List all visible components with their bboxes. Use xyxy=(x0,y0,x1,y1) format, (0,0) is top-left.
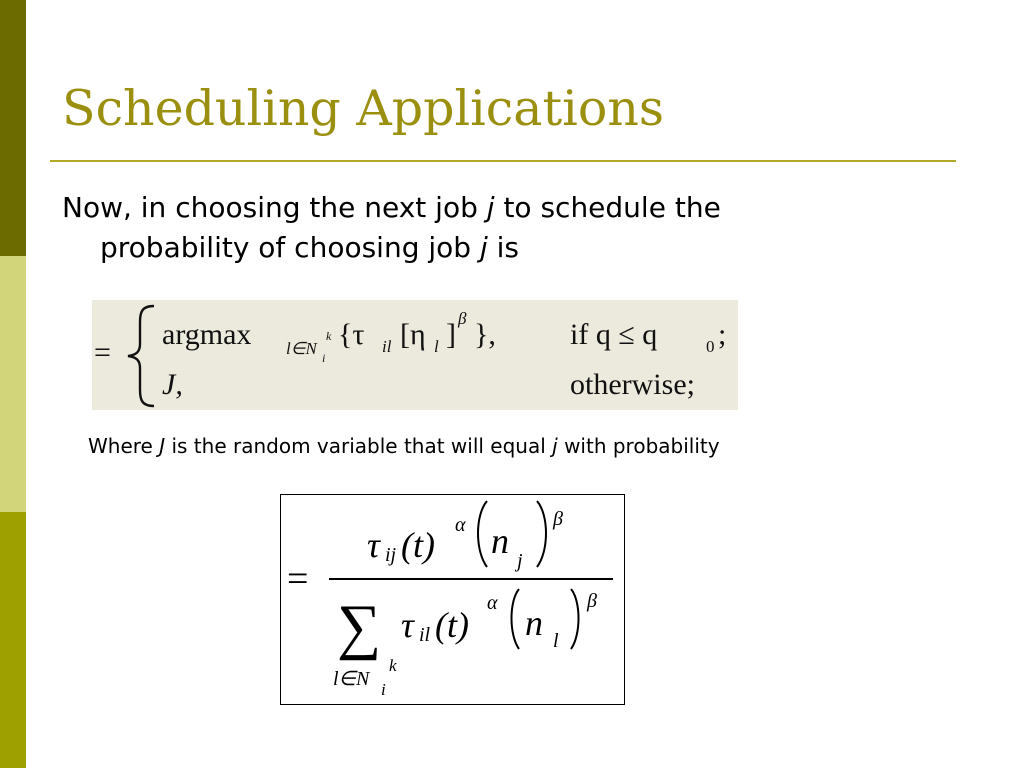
probability-formula-box xyxy=(280,494,625,705)
den-left-paren xyxy=(512,589,520,649)
var-J: J xyxy=(159,434,166,458)
body-paragraph xyxy=(62,188,922,268)
num-n: n xyxy=(491,521,509,561)
case1-il: il xyxy=(382,337,392,356)
case1-condition-end: ; xyxy=(718,318,727,351)
body-text-part: probability of choosing job xyxy=(100,231,480,264)
den-il: il xyxy=(419,624,431,646)
den-beta: β xyxy=(587,590,597,612)
side-strip-middle xyxy=(0,256,26,512)
case1-beta: β xyxy=(458,309,467,328)
side-strip-bottom xyxy=(0,512,26,768)
sum-subscript-i: i xyxy=(381,680,386,699)
where-part: Where xyxy=(88,434,160,458)
num-alpha: α xyxy=(455,514,466,536)
where-part: with probability xyxy=(557,434,720,458)
body-text-part: Now, in choosing the next job xyxy=(62,191,487,224)
where-part: is the random variable that will equal xyxy=(165,434,553,458)
sum-subscript: l∈N xyxy=(333,668,370,690)
left-brace xyxy=(128,306,154,406)
case1-condition: if q ≤ q xyxy=(570,318,658,351)
case1-subscript-i: i xyxy=(322,351,326,365)
den-l: l xyxy=(553,630,559,652)
sum-sign: ∑ xyxy=(337,593,382,661)
var-j: j xyxy=(552,434,558,458)
case1-subscript: l∈N xyxy=(286,339,317,358)
formula-equals: = xyxy=(287,558,309,600)
sum-superscript-k: k xyxy=(389,656,397,675)
case1-tau: {τ xyxy=(338,318,365,351)
slide-title: Scheduling Applications xyxy=(62,80,665,137)
body-text-part: to schedule the xyxy=(494,191,721,224)
side-strip-top xyxy=(0,0,26,256)
num-right-paren xyxy=(537,501,546,567)
den-alpha: α xyxy=(487,592,498,614)
case1-l: l xyxy=(434,337,439,356)
title-divider xyxy=(50,160,956,162)
num-beta: β xyxy=(553,508,563,530)
case2-J: J, xyxy=(162,368,183,401)
case1-argmax: argmax xyxy=(162,318,252,351)
case1-eta: [η xyxy=(400,318,426,351)
case1-condition-sub: 0 xyxy=(706,337,715,356)
where-sentence xyxy=(88,434,720,458)
piecewise-equation-image xyxy=(92,300,738,410)
case1-close: }, xyxy=(474,318,496,351)
var-j: j xyxy=(486,191,495,224)
case2-otherwise: otherwise; xyxy=(570,368,695,401)
den-t: (t) xyxy=(435,605,469,645)
num-tau: τ xyxy=(367,525,380,565)
var-j: j xyxy=(479,231,488,264)
body-text-part: is xyxy=(487,231,520,264)
body-line-2 xyxy=(62,228,922,268)
case1-close-bracket: ] xyxy=(446,318,456,351)
num-t: (t) xyxy=(401,525,435,565)
den-right-paren xyxy=(571,589,579,649)
num-left-paren xyxy=(478,501,487,567)
den-n: n xyxy=(525,603,543,643)
num-ij: ij xyxy=(385,544,397,566)
equals-sign: = xyxy=(94,336,111,369)
case1-superscript-k: k xyxy=(326,329,332,343)
num-j: j xyxy=(517,550,523,572)
den-tau: τ xyxy=(401,605,414,645)
